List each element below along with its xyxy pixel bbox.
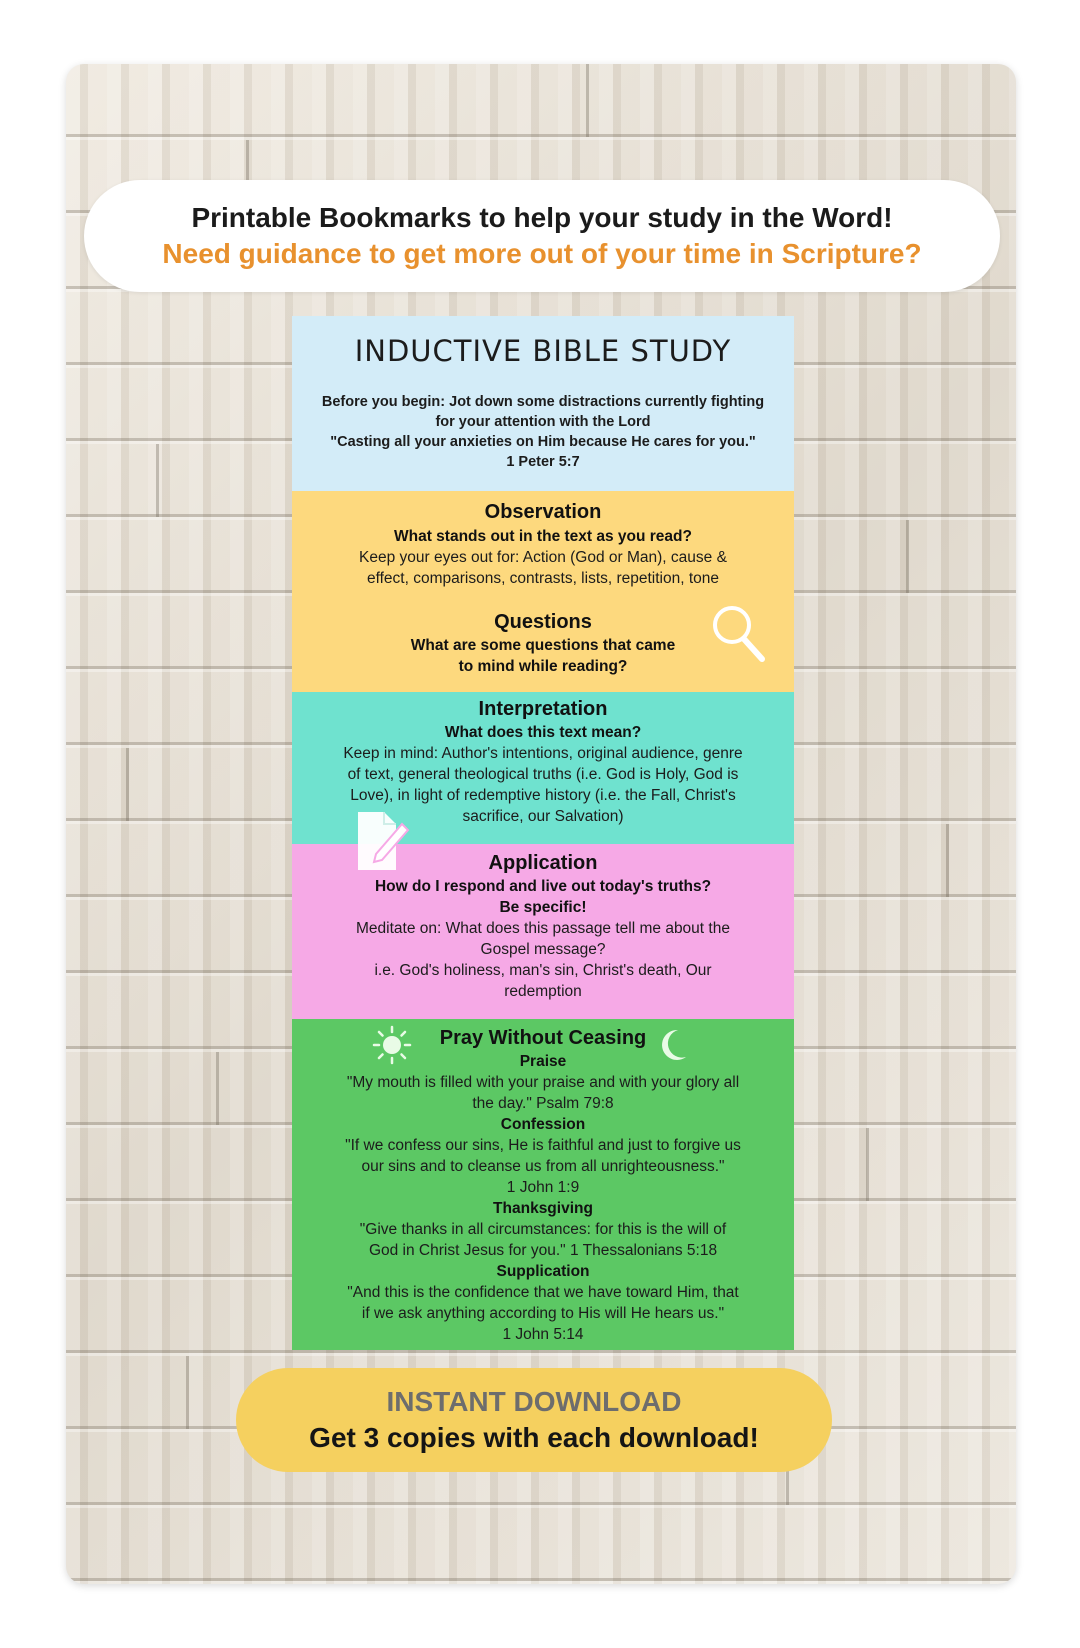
application-body-4: redemption bbox=[504, 983, 582, 1000]
prayer-heading: Pray Without Ceasing bbox=[439, 1027, 647, 1049]
interpretation-body-1: Keep in mind: Author's intentions, original audience, genre bbox=[343, 745, 743, 762]
prayer-section bbox=[292, 1019, 794, 1350]
magnifier-icon bbox=[710, 603, 768, 665]
supplication-line-1: "And this is the confidence that we have toward Him, that bbox=[347, 1284, 739, 1301]
observation-question: What stands out in the text as you read? bbox=[394, 528, 692, 545]
bookmark-card bbox=[292, 316, 794, 1350]
header-title: Printable Bookmarks to help your study in the Word! bbox=[191, 202, 893, 233]
questions-body-1: What are some questions that came bbox=[410, 637, 676, 654]
bookmark-title: INDUCTIVE BIBLE STUDY bbox=[354, 334, 732, 368]
application-question: How do I respond and live out today's truths? bbox=[374, 878, 712, 895]
application-emphasis: Be specific! bbox=[499, 899, 587, 916]
supplication-line-3: 1 John 5:14 bbox=[502, 1326, 584, 1343]
intro-reference: 1 Peter 5:7 bbox=[506, 454, 580, 470]
interpretation-question: What does this text mean? bbox=[444, 724, 642, 741]
confession-line-2: our sins and to cleanse us from all unrighteousness." bbox=[361, 1158, 725, 1175]
observation-heading: Observation bbox=[484, 501, 602, 523]
thanksgiving-line-1: "Give thanks in all circumstances: for this is the will of bbox=[359, 1221, 727, 1238]
praise-line-1: "My mouth is filled with your praise and with your glory all bbox=[346, 1074, 740, 1091]
interpretation-heading: Interpretation bbox=[478, 698, 608, 720]
download-label: INSTANT DOWNLOAD bbox=[386, 1386, 682, 1417]
application-body-3: i.e. God's holiness, man's sin, Christ's death, Our bbox=[374, 962, 712, 979]
application-body-1: Meditate on: What does this passage tell me about the bbox=[356, 920, 730, 937]
intro-line-1: Before you begin: Jot down some distractions currently fighting bbox=[321, 394, 765, 410]
moon-icon bbox=[656, 1027, 690, 1063]
header-banner bbox=[84, 180, 1000, 292]
download-copies-text: Get 3 copies with each download! bbox=[309, 1422, 759, 1453]
supplication-line-2: if we ask anything according to His will He hears us." bbox=[361, 1305, 725, 1322]
sun-icon bbox=[372, 1025, 412, 1065]
confession-heading: Confession bbox=[500, 1116, 586, 1133]
praise-line-2: the day." Psalm 79:8 bbox=[472, 1095, 614, 1112]
thanksgiving-line-2: God in Christ Jesus for you." 1 Thessalonians 5:18 bbox=[368, 1242, 718, 1259]
application-body-2: Gospel message? bbox=[480, 941, 606, 958]
instant-download-banner bbox=[236, 1368, 832, 1472]
interpretation-body-3: Love), in light of redemptive history (i.e. the Fall, Christ's bbox=[350, 787, 736, 804]
title-section bbox=[292, 316, 794, 491]
document-pencil-icon bbox=[354, 810, 414, 874]
questions-body-2: to mind while reading? bbox=[458, 658, 628, 675]
praise-heading: Praise bbox=[519, 1053, 567, 1070]
confession-line-3: 1 John 1:9 bbox=[506, 1179, 580, 1196]
header-subtitle: Need guidance to get more out of your time in Scripture? bbox=[162, 238, 922, 269]
interpretation-body-2: of text, general theological truths (i.e. God is Holy, God is bbox=[347, 766, 739, 783]
observation-section bbox=[292, 491, 794, 692]
observation-body-2: effect, comparisons, contrasts, lists, repetition, tone bbox=[366, 570, 720, 587]
interpretation-body-4: sacrifice, our Salvation) bbox=[462, 808, 624, 825]
confession-line-1: "If we confess our sins, He is faithful and just to forgive us bbox=[345, 1137, 741, 1154]
observation-body-1: Keep your eyes out for: Action (God or Man), cause & bbox=[359, 549, 727, 566]
supplication-heading: Supplication bbox=[496, 1263, 590, 1280]
thanksgiving-heading: Thanksgiving bbox=[493, 1200, 593, 1217]
application-heading: Application bbox=[488, 852, 598, 874]
intro-line-2: for your attention with the Lord bbox=[435, 414, 651, 430]
questions-heading: Questions bbox=[494, 611, 592, 633]
intro-quote: "Casting all your anxieties on Him because He cares for you." bbox=[330, 434, 756, 450]
